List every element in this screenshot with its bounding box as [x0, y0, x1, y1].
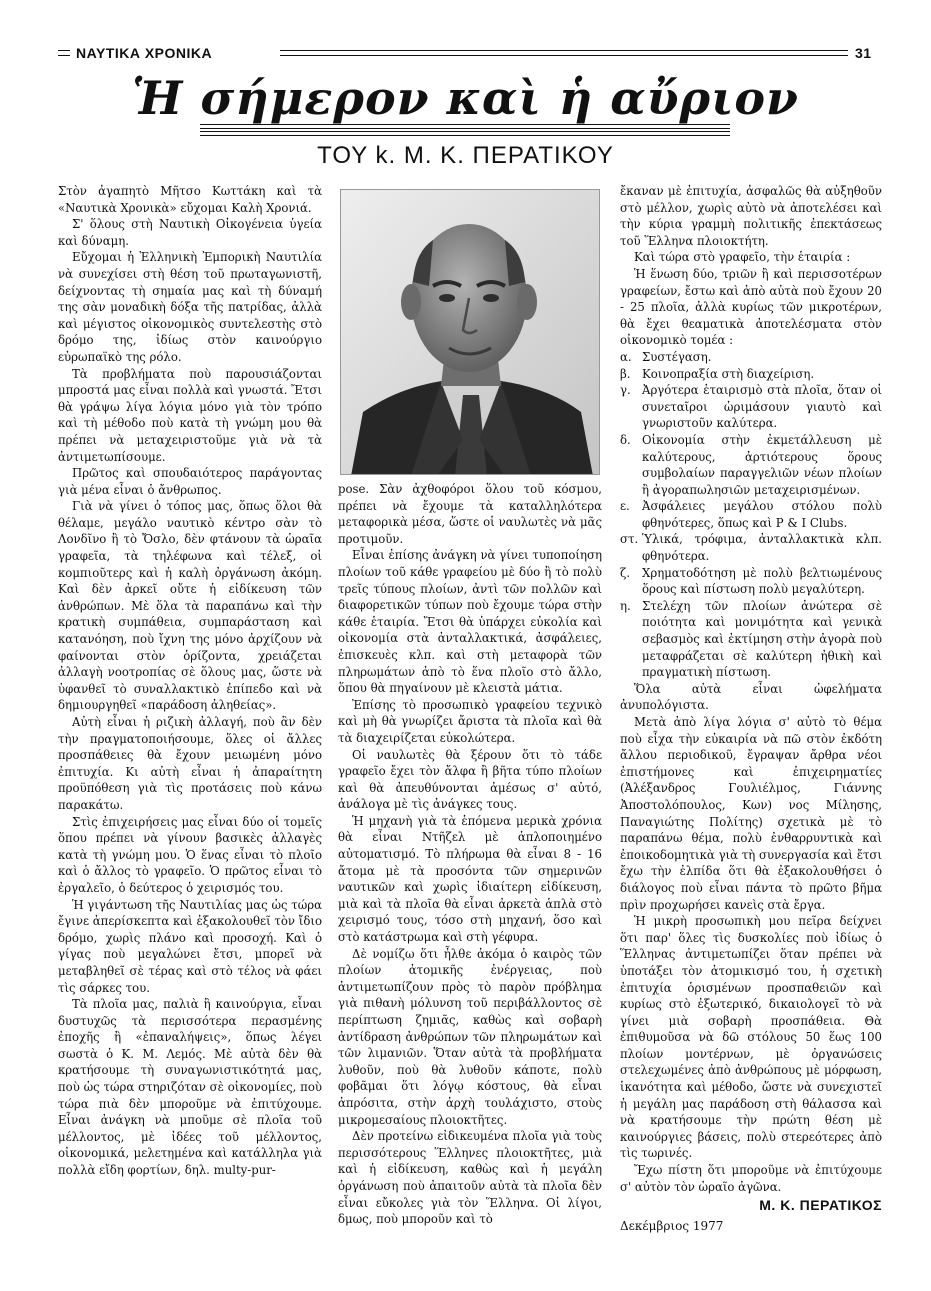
paragraph: Ἔχω πίστη ὅτι μποροῦμε νὰ ἐπιτύχουμε σ' αὐτὸν τὸν ὡραῖο ἀγῶνα.: [620, 1163, 882, 1194]
paragraph: Ἡ μικρὴ προσωπικὴ μου πεῖρα δείχνει ὅτι παρ' ὅλες τὶς δυσκολίες ποὺ ἰδίως ὁ Ἕλληνας ἀντιμετωπίζει ὅταν πρέπει νὰ ὑποτάξει τὸν ἀτομικισμό του, ἡ σχετικὴ ἐπιτυχία ὁρισμένων προσπαθειῶν καὶ κυρίως στὸ ἐξωτερικό, δικαιολογεῖ τὸ νὰ γίνει μιὰ σοβαρὴ προσπάθεια. Θὰ ἐπιθυμοῦσα νὰ δῶ στόλους 50 ἕως 100 πλοίων μοντέρνων, μὲ ὀργανώσεις στελεχωμένες ἀπὸ ἀνθρώπους μὲ μόρφωση, ἱκανότητα καὶ μέθοδο, ὥστε νὰ συνεχιστεῖ ἡ μεγάλη μας παράδοση στὴ θάλασσα καὶ νὰ κρατήσουμε τὴν πρώτη θέση μὲ καινούργιες βάσεις, πολὺ στερεότερες ἀπὸ τὶς τωρινές.: [620, 914, 882, 1161]
article-column-1: [58, 183, 322, 1179]
paragraph: Εἶναι ἐπίσης ἀνάγκη νὰ γίνει τυποποίηση πλοίων τοῦ κάθε γραφείου μὲ δύο ἢ τὸ πολὺ τρεῖς τύπους πλοίων, ἀντὶ τῶν πολλῶν καὶ διαφορετικῶν τύπων ποὺ ἔχουμε τώρα στὴν κάθε ἑταιρία. Ἔτσι θὰ ὑπάρχει εὐκολία καὶ οἰκονομία στὰ ἀνταλλακτικά, ἀσφάλειες, ἐπισκευὲς κλπ. καὶ στὴ μεταφορὰ τῶν πληρωμάτων ἀπὸ τὸ ἕνα πλοῖο στὸ ἄλλο, ὅπου θὰ πηγαίνουν μὲ κλειστὰ μάτια.: [338, 548, 602, 696]
paragraph: Ἡ γιγάντωση τῆς Ναυτιλίας μας ὡς τώρα ἔγινε ἀπερίσκεπτα καὶ ἐξακολουθεῖ τὸν ἴδιο δρόμο, χωρὶς πλάνο καὶ προσοχή. Καὶ ὁ γίγας ποὺ μεγαλώνει ἔτσι, μπορεῖ νὰ μεταβληθεῖ σὲ τέρας καὶ στὸ τέλος νὰ φάει τὶς σάρκες του.: [58, 897, 322, 995]
list-item: [620, 366, 882, 383]
title-rule-top: [200, 124, 730, 129]
list-item-text: Στελέχη τῶν πλοίων ἀνώτερα σὲ ποιότητα καὶ μονιμότητα καὶ γενικὰ σεβασμὸς καὶ ἐκτίμηση στὴν ἀγορὰ ποὺ μεταφράζεται σὲ καλύτερη ἠθικὴ καὶ πραγματικὴ πίστωση.: [642, 598, 882, 680]
article-title: Ἡ σήμερον καὶ ἡ αὔριον: [132, 71, 799, 125]
header-rule-right: [280, 50, 848, 56]
author-portrait: [340, 189, 600, 475]
paragraph: Αὐτὴ εἶναι ἡ ριζικὴ ἀλλαγή, ποὺ ἂν δὲν τὴν πραγματοποιήσουμε, ὅλες οἱ ἄλλες προσπάθειες θὰ ἔχουν μειωμένη μόνο ἐπιτυχία. Κι αὐτὴ εἶναι ἡ ἀπαραίτητη προϋπόθεση γιὰ τὶς προτάσεις ποὺ κάνω παρακάτω.: [58, 715, 322, 812]
article-date: Δεκέμβριος 1977: [620, 1218, 724, 1233]
list-item: [620, 598, 882, 681]
paragraph: Στὸν ἀγαπητὸ Μῆτσο Κωττάκη καὶ τὰ «Ναυτικὰ Χρονικὰ» εὔχομαι Καλὴ Χρονιά.: [58, 184, 322, 215]
list-item-label: η.: [620, 598, 631, 613]
paragraph: Οἱ ναυλωτὲς θὰ ξέρουν ὅτι τὸ τάδε γραφεῖο ἔχει τὸν ἄλφα ἢ βῆτα τύπο πλοίων καὶ θὰ ἀπευθύνονται ἀμέσως σ' αὐτό, ἀνάλογα μὲ τὶς ἀνάγκες τους.: [338, 747, 602, 812]
paragraph: ἔκαναν μὲ ἐπιτυχία, ἀσφαλῶς θὰ αὐξηθοῦν στὸ μέλλον, χωρὶς αὐτὸ νὰ ἀποτελέσει καὶ τὴν κύρια γραμμὴ πολιτικῆς ἐπεκτάσεως τοῦ Ἕλληνα πλοιοκτήτη.: [620, 184, 882, 248]
list-item: [620, 565, 882, 598]
section-name: ΝΑΥΤΙΚΑ ΧΡΟΝΙΚΑ: [76, 45, 213, 61]
list-item-label: α.: [620, 349, 632, 364]
article-column-3: [620, 183, 882, 1234]
paragraph: Γιὰ νὰ γίνει ὁ τόπος μας, ὅπως ὅλοι θὰ θέλαμε, μεγάλο ναυτικὸ κέντρο σὰν τὸ Λονδῖνο ἢ τὸ Ὄσλο, δὲν φτάνουν τὰ ὡραῖα γραφεῖα, τὰ τηλέφωνα καὶ τέλεξ, οἱ κομπιοῦτερς καὶ ἡ καλὴ ὀργάνωση ἀκόμη. Καὶ δὲν ἀρκεῖ οὔτε ἡ εἰδίκευση τῶν ἀνθρώπων. Μὲ ὅλα τὰ παραπάνω καὶ τὴν κρατικὴ συμπάθεια, συμπαράσταση καὶ κατανόηση, ποὺ ἴχνη της μόνο ἀρχίζουν νὰ φαίνονται στὸν ὁρίζοντα, χρειάζεται ἀλλαγὴ νοοτροπίας σὲ ὅλους μας, ὥστε νὰ ὑφανθεῖ τὸ συναλλακτικὸ ἐπίπεδο καὶ νὰ δημιουργηθεῖ «παράδοση ἀληθείας».: [58, 499, 322, 713]
running-header: [58, 44, 873, 66]
list-item-text: Χρηματοδότηση μὲ πολὺ βελτιωμένους ὅρους καὶ πίστωση πολὺ μεγαλύτερη.: [642, 565, 882, 597]
list-item-label: δ.: [620, 432, 631, 447]
paragraph: Στὶς ἐπιχειρήσεις μας εἶναι δύο οἱ τομεῖς ὅπου πρέπει νὰ γίνουν βασικὲς ἀλλαγὲς κατὰ τὴ γνώμη μου. Ὁ ἕνας εἶναι τὸ πλοῖο καὶ ὁ ἄλλος τὸ γραφεῖο. Ὁ πρῶτος εἶναι τὸ ἐργαλεῖο, ὁ δεύτερος ὁ χειρισμός του.: [58, 814, 322, 895]
list-item-label: στ.: [620, 532, 639, 547]
title-rule-bottom: [200, 131, 730, 136]
paragraph: Καὶ τώρα στὸ γραφεῖο, τὴν ἑταιρία :: [634, 250, 851, 265]
paragraph: Δὲ νομίζω ὅτι ἦλθε ἀκόμα ὁ καιρὸς τῶν πλοίων ἀτομικῆς ἐνέργειας, ποὺ ἀντιμετωπίζουν πρὸς τὸ παρὸν πρόβλημα γιὰ πιθανὴ μόλυνση τοῦ περιβάλλοντος σὲ περίπτωση ζημιᾶς, καθὼς καὶ σοβαρὴ ἀντίδραση ἀνθρώπων τῶν πληρωμάτων καὶ τῶν λιμανιῶν. Ὅταν αὐτὰ τὰ προβλήματα λυθοῦν, ποὺ θὰ λυθοῦν κάποτε, πολὺ φοβᾶμαι ὅτι λόγῳ κόστους, θὰ εἶναι ἀπρόσιτα, στὴν ἀρχὴ τουλάχιστο, στοὺς μικρομεσαίους πλοιοκτῆτες.: [338, 946, 602, 1127]
author-signature: Μ. Κ. ΠΕΡΑΤΙΚΟΣ: [759, 1197, 882, 1214]
header-rule-left: [58, 50, 70, 56]
paragraph: Ἡ μηχανὴ γιὰ τὰ ἑπόμενα μερικὰ χρόνια θὰ εἶναι Ντῆζελ μὲ ἁπλοποιημένο αὐτοματισμό. Τὸ πλήρωμα θὰ εἶναι 8 - 16 ἄτομα μὲ τὰ προσόντα τῶν σημερινῶν ναυτικῶν καὶ χωρὶς ἰδιαίτερη εἰδίκευση, μιὰ καὶ τὰ πλοῖα θὰ εἶναι ἀρκετὰ ἁπλὰ στὸ χειρισμό τους, τόσο στὴ μηχανή, ὅσο καὶ στὸ κατάστρωμα καὶ στὴ γέφυρα.: [338, 813, 602, 945]
paragraph: Ἐπίσης τὸ προσωπικὸ γραφείου τεχνικὸ καὶ μὴ θὰ γνωρίζει ἄριστα τὰ πλοῖα καὶ θὰ τὰ διαχειρίζεται εὐκολώτερα.: [338, 697, 602, 745]
list-item: [620, 349, 882, 366]
list-item: [620, 531, 882, 564]
paragraph: Δὲν προτείνω εἰδικευμένα πλοῖα γιὰ τοὺς περισσότερους Ἕλληνες πλοιοκτῆτες, μιὰ καὶ ἡ εἰδίκευση, καθὼς καὶ ἡ μεγάλη ὀργάνωση ποὺ ἀπαιτοῦν αὐτὰ τὰ πλοῖα δὲν εἶναι εὔκολες γιὰ τὸν Ἕλληνα. Οἱ λίγοι, δμως, ποὺ μποροῦν καὶ τὸ: [338, 1129, 602, 1227]
list-item-text: Ὑλικά, τρόφιμα, ἀνταλλακτικὰ κλπ. φθηνότερα.: [642, 532, 882, 564]
paragraph: pose. Σὰν ἀχθοφόροι ὅλου τοῦ κόσμου, πρέπει νὰ ἔχουμε τὰ καταλληλότερα μεταφορικὰ μέσα, ὥστε οἱ ναυλωτὲς νὰ μᾶς προτιμοῦν.: [338, 482, 602, 546]
list-item-label: γ.: [620, 383, 631, 398]
list-item-label: ε.: [620, 499, 630, 514]
list-item-label: β.: [620, 366, 631, 381]
list-item-text: Κοινοπραξία στὴ διαχείριση.: [642, 366, 815, 381]
article-column-2: [338, 481, 602, 1228]
paragraph: Εὔχομαι ἡ Ἑλληνικὴ Ἐμπορικὴ Ναυτιλία νὰ συνεχίσει στὴ θέση τοῦ πρωταγωνιστῆ, δείχνοντας τὴ σημαία μας καὶ τὴ δύναμή της σὰν μοναδικὴ δόξα τῆς πατρίδας, ἀλλὰ καὶ μέγιστος οἰκονομικὸς συντελεστὴς στὸ δρόμο της, ἰδίως στὸν καινούργιο εὐρωπαϊκὸ της ρόλο.: [58, 250, 322, 364]
paragraph: Τὰ προβλήματα ποὺ παρουσιάζονται μπροστά μας εἶναι πολλὰ καὶ γνωστά. Ἔτσι θὰ γράψω λίγα λόγια μόνο γιὰ τὸν τρόπο καὶ τὴ μέθοδο ποὺ κατὰ τὴ γνώμη μου θὰ πρέπει νὰ μεταχειριστοῦμε γιὰ νὰ τὰ ἀντιμετωπίσουμε.: [58, 366, 322, 464]
paragraph: Ὅλα αὐτὰ εἶναι ὠφελήματα ἀνυπολόγιστα.: [620, 681, 882, 713]
paragraph: Ἡ ἕνωση δύο, τριῶν ἢ καὶ περισσοτέρων γραφείων, ἔστω καὶ ἀπὸ αὐτὰ ποὺ ἔχουν 20 - 25 πλοῖα, ἀλλὰ κυρίως τῶν μικροτέρων, θὰ ἔχει θεαματικὰ ἀποτελέσματα στὸν οἰκονομικὸ τομέα :: [620, 266, 882, 348]
benefits-list: [620, 349, 882, 681]
list-item: [620, 382, 882, 432]
paragraph: Μετὰ ἀπὸ λίγα λόγια σ' αὐτὸ τὸ θέμα ποὺ εἶχα τὴν εὐκαιρία νὰ πῶ στὸν ἐκδότη ἄλλου περιοδικοῦ, ἔγραψαν ἄρθρα νέοι ἐπιστήμονες καὶ ἐπιχειρηματίες (Ἀλέξανδρος Γουλιέλμος, Γιάννης Ἀποστολόπουλος, Κων) νος Μίλησης, Παναγιώτης Πολίτης) σχετικὰ μὲ τὸ παραπάνω θέμα, πολὺ ἐνθαρρυντικὰ καὶ ἐποικοδομητικὰ γιὰ τὴ συνεργασία καὶ ἔτσι ἔχω τὴν ἐλπίδα ὅτι θὰ ἐξακολουθήσει ὁ διάλογος ποὺ εἶναι πάντα τὸ πρῶτο βῆμα πρὶν προχωρήσει κανεὶς στὰ ἔργα.: [620, 715, 882, 912]
list-item-text: Συστέγαση.: [642, 349, 712, 364]
list-item-text: Ἀσφάλειες μεγάλου στόλου πολὺ φθηνότερες, ὅπως καὶ P & I Clubs.: [642, 499, 882, 530]
paragraph: Πρῶτος καὶ σπουδαιότερος παράγοντας γιὰ μένα εἶναι ὁ ἄνθρωπος.: [58, 466, 322, 497]
portrait-photo-icon: [341, 190, 600, 475]
list-item-label: ζ.: [620, 565, 631, 580]
paragraph: Τὰ πλοῖα μας, παλιὰ ἢ καινούργια, εἶναι δυστυχῶς τὰ περισσότερα περασμένης ἐποχῆς ἢ «ἐπαναλήψεις», ὅπως λέγει σωστὰ ὁ Κ. Μ. Λεμός. Μὲ αὐτὰ δὲν θὰ κρατήσουμε τὴ συναγωνιστικότητά μας, ποὺ ὡς τώρα στηριζόταν σὲ οἰκονομίες, ποὺ τώρα πιὰ δὲν μποροῦμε νὰ ἐπιτύχουμε. Εἶναι ἀνάγκη νὰ μποῦμε σὲ πλοῖα τοῦ μέλλοντος, μὲ ἰδέες τοῦ μέλλοντος, οἰκονομικά, μελετημένα καὶ κατάλληλα γιὰ πολλὰ εἴδη φορτίων, δηλ. multy-pur-: [58, 997, 322, 1178]
paragraph: Σ' ὅλους στὴ Ναυτικὴ Οἰκογένεια ὑγεία καὶ δύναμη.: [58, 217, 322, 248]
list-item: [620, 432, 882, 498]
list-item-text: Ἀργότερα ἑταιρισμὸ στὰ πλοῖα, ὅταν οἱ συνεταῖροι ὡριμάσουν γιαυτὸ καὶ γνωριστοῦν καλύτερα.: [642, 383, 882, 431]
page-number: 31: [855, 45, 872, 61]
article-byline: ΤΟΥ k. Μ. Κ. ΠΕΡΑΤΙΚΟΥ: [317, 142, 614, 169]
list-item-text: Οἰκονομία στὴν ἐκμετάλλευση μὲ καλύτερους, ἀρτιότερους ὅρους συμβολαίων παραγγελιῶν νέων πλοίων ἢ ἀγοραπωλησιῶν μεταχειρισμένων.: [642, 432, 882, 497]
list-item: [620, 498, 882, 531]
